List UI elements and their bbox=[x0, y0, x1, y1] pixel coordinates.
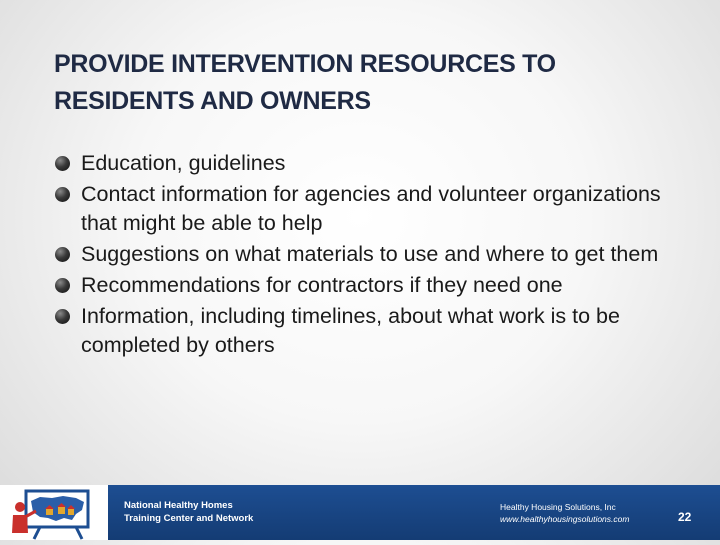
us-map-house-icon bbox=[0, 485, 108, 540]
bullet-item bbox=[54, 149, 679, 178]
company-name: Healthy Housing Solutions, Inc bbox=[500, 502, 616, 512]
title-line-1: PROVIDE INTERVENTION RESOURCES TO bbox=[54, 50, 556, 78]
bullet-dot-icon bbox=[55, 247, 70, 262]
bullet-dot-icon bbox=[55, 156, 70, 171]
bullet-dot-icon bbox=[55, 309, 70, 324]
bullet-text: Information, including timelines, about what work is to be completed by others bbox=[81, 304, 620, 357]
logo bbox=[0, 485, 108, 540]
bullet-dot-icon bbox=[55, 278, 70, 293]
bullet-text: Suggestions on what materials to use and where to get them bbox=[81, 242, 659, 266]
bullet-item bbox=[54, 271, 679, 300]
org-name-line-1: National Healthy Homes bbox=[124, 500, 233, 511]
org-name bbox=[124, 499, 324, 525]
org-name-line-2: Training Center and Network bbox=[124, 513, 254, 524]
bullet-item bbox=[54, 240, 679, 269]
company-info bbox=[500, 501, 670, 525]
bullet-item bbox=[54, 180, 679, 238]
bullet-text: Recommendations for contractors if they need one bbox=[81, 273, 563, 297]
bullet-dot-icon bbox=[55, 187, 70, 202]
bullet-text: Contact information for agencies and volunteer organizations that might be able to help bbox=[81, 182, 661, 235]
title-line-2: RESIDENTS AND OWNERS bbox=[54, 87, 371, 115]
bullet-list bbox=[54, 149, 679, 362]
footer bbox=[0, 485, 720, 540]
page-number: 22 bbox=[678, 510, 692, 524]
slide-title bbox=[54, 46, 674, 120]
company-url[interactable]: www.healthyhousingsolutions.com bbox=[500, 514, 630, 524]
bullet-text: Education, guidelines bbox=[81, 151, 286, 175]
bullet-item bbox=[54, 302, 679, 360]
